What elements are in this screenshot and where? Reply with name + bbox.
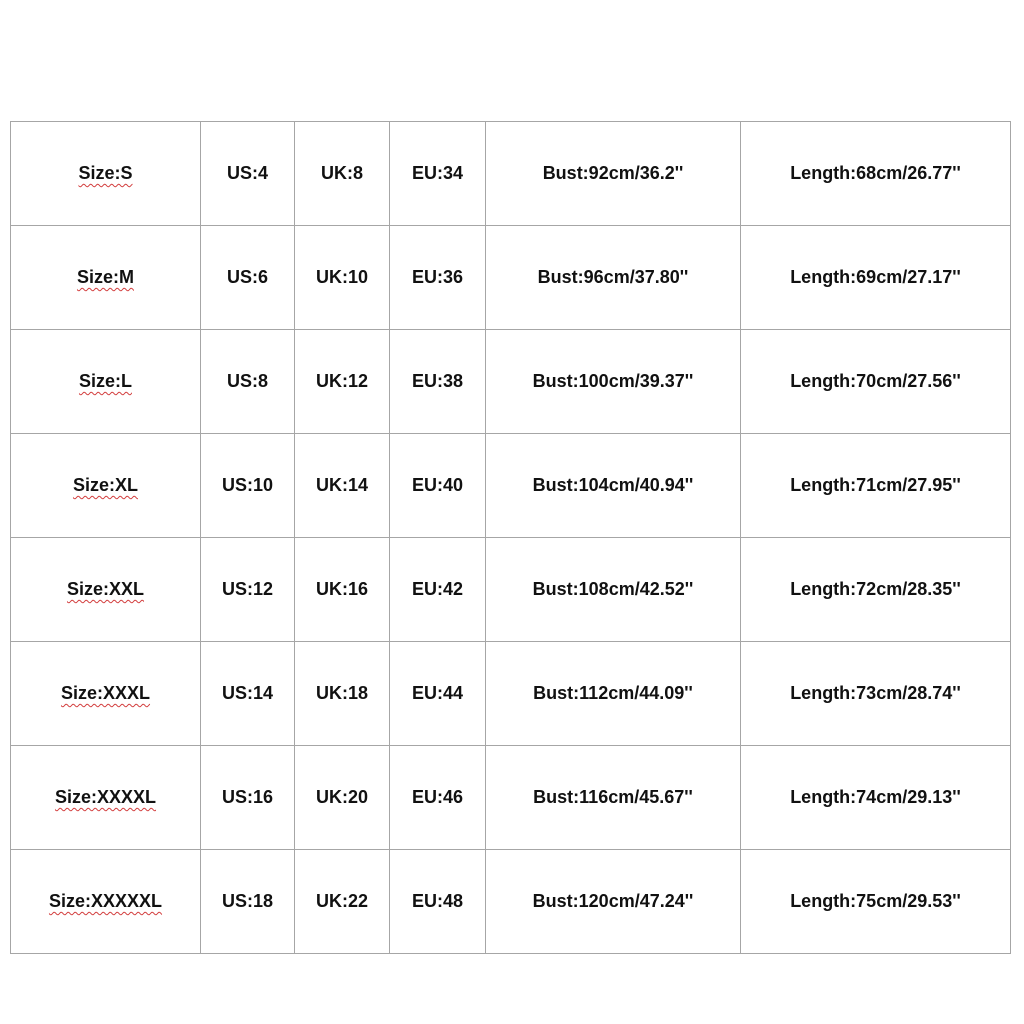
bust-cell: Bust:108cm/42.52'' (486, 538, 741, 642)
bust-cell: Bust:104cm/40.94'' (486, 434, 741, 538)
uk-size-cell: UK:16 (295, 538, 390, 642)
bust-cell: Bust:116cm/45.67'' (486, 746, 741, 850)
size-label: Size:XXXXL (54, 787, 157, 807)
size-cell (11, 746, 201, 850)
size-label: Size:L (78, 371, 132, 391)
size-label: Size:XXXL (60, 683, 151, 703)
uk-size-cell: UK:10 (295, 226, 390, 330)
table-row (11, 746, 1011, 850)
eu-size-cell: EU:48 (390, 850, 486, 954)
uk-size-cell: UK:14 (295, 434, 390, 538)
bust-cell: Bust:100cm/39.37'' (486, 330, 741, 434)
us-size-cell: US:12 (201, 538, 295, 642)
bust-cell: Bust:112cm/44.09'' (486, 642, 741, 746)
bust-cell: Bust:96cm/37.80'' (486, 226, 741, 330)
bust-cell: Bust:120cm/47.24'' (486, 850, 741, 954)
table-row (11, 122, 1011, 226)
length-cell: Length:70cm/27.56'' (741, 330, 1011, 434)
us-size-cell: US:14 (201, 642, 295, 746)
size-cell (11, 538, 201, 642)
bust-cell: Bust:92cm/36.2'' (486, 122, 741, 226)
us-size-cell: US:16 (201, 746, 295, 850)
eu-size-cell: EU:34 (390, 122, 486, 226)
eu-size-cell: EU:44 (390, 642, 486, 746)
size-label: Size:XXL (66, 579, 145, 599)
us-size-cell: US:18 (201, 850, 295, 954)
length-cell: Length:74cm/29.13'' (741, 746, 1011, 850)
length-cell: Length:75cm/29.53'' (741, 850, 1011, 954)
size-cell (11, 122, 201, 226)
length-cell: Length:72cm/28.35'' (741, 538, 1011, 642)
us-size-cell: US:10 (201, 434, 295, 538)
us-size-cell: US:6 (201, 226, 295, 330)
eu-size-cell: EU:40 (390, 434, 486, 538)
size-cell (11, 226, 201, 330)
size-cell (11, 642, 201, 746)
size-label: Size:M (76, 267, 134, 287)
table-row (11, 642, 1011, 746)
eu-size-cell: EU:46 (390, 746, 486, 850)
eu-size-cell: EU:38 (390, 330, 486, 434)
size-chart-table (10, 121, 1011, 954)
uk-size-cell: UK:18 (295, 642, 390, 746)
uk-size-cell: UK:22 (295, 850, 390, 954)
length-cell: Length:69cm/27.17'' (741, 226, 1011, 330)
eu-size-cell: EU:36 (390, 226, 486, 330)
table-row (11, 850, 1011, 954)
us-size-cell: US:4 (201, 122, 295, 226)
size-label: Size:S (78, 163, 133, 183)
uk-size-cell: UK:12 (295, 330, 390, 434)
size-cell (11, 850, 201, 954)
table-row (11, 226, 1011, 330)
table-row (11, 330, 1011, 434)
table-row (11, 434, 1011, 538)
us-size-cell: US:8 (201, 330, 295, 434)
length-cell: Length:73cm/28.74'' (741, 642, 1011, 746)
table-row (11, 538, 1011, 642)
size-cell (11, 330, 201, 434)
uk-size-cell: UK:20 (295, 746, 390, 850)
length-cell: Length:68cm/26.77'' (741, 122, 1011, 226)
eu-size-cell: EU:42 (390, 538, 486, 642)
size-label: Size:XL (72, 475, 138, 495)
length-cell: Length:71cm/27.95'' (741, 434, 1011, 538)
size-cell (11, 434, 201, 538)
uk-size-cell: UK:8 (295, 122, 390, 226)
size-label: Size:XXXXXL (48, 891, 163, 911)
